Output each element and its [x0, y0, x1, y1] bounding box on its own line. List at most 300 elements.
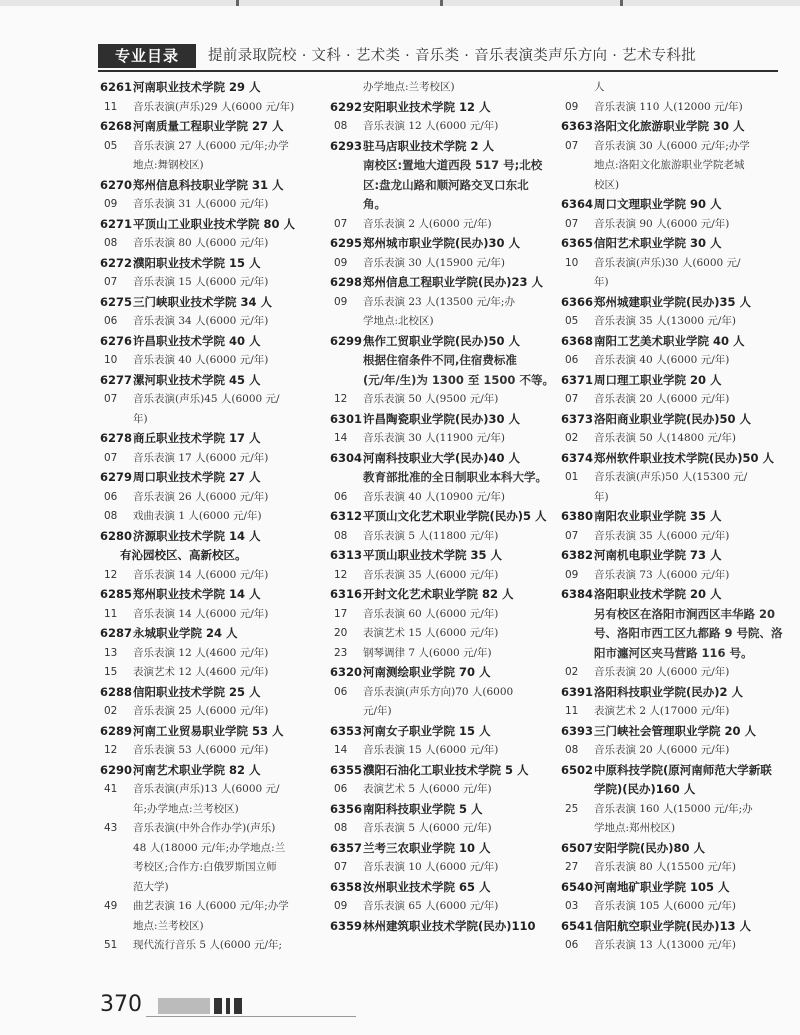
program-text: 音乐表演 40 人(10900 元/年): [363, 490, 506, 503]
program-line: [100, 488, 322, 508]
institution-name: 郑州软件职业技术学院(民办)50 人: [594, 450, 775, 465]
program-text: 音乐表演 26 人(6000 元/年): [133, 490, 269, 503]
institution-name: 河南职业技术学院 29 人: [133, 80, 261, 94]
institution-heading: [561, 371, 783, 391]
program-code: 49: [104, 900, 118, 912]
institution-code: 6313: [330, 548, 363, 562]
institution-code: 6368: [561, 333, 594, 348]
institution-heading: [330, 585, 560, 605]
institution-heading: [100, 585, 322, 605]
program-code: 07: [565, 393, 579, 405]
institution-name: 汝州职业技术学院 65 人: [363, 879, 491, 894]
program-text: 音乐表演 20 人(6000 元/年): [594, 393, 730, 405]
institution-name: 郑州职业技术学院 14 人: [133, 587, 261, 601]
program-text: 音乐表演 14 人(6000 元/年): [133, 607, 269, 620]
institution-heading: [100, 683, 322, 703]
continuation-line: 办学地点:兰考校区): [363, 81, 455, 93]
program-text: 曲艺表演 16 人(6000 元/年;办学: [133, 900, 289, 912]
program-line: [561, 429, 783, 449]
institution-name: 南阳科技职业学院 5 人: [363, 801, 483, 816]
institution-heading: [561, 507, 783, 527]
institution-note-line: 角。: [363, 197, 386, 211]
program-text: 音乐表演 53 人(6000 元/年): [133, 744, 269, 756]
program-line: [561, 390, 783, 410]
institution-code: 6299: [330, 333, 363, 348]
program-line: [100, 351, 322, 371]
institution-note-line: (元/年/生)为 1300 至 1500 不等。: [363, 372, 554, 387]
institution-code: 6304: [330, 450, 363, 465]
institution-name: 开封文化艺术职业学院 82 人: [363, 587, 514, 601]
program-text: 现代流行音乐 5 人(6000 元/年;: [133, 939, 283, 951]
program-code: 27: [565, 861, 579, 873]
program-text: 音乐表演 60 人(6000 元/年): [363, 607, 499, 620]
program-line: [100, 936, 322, 956]
institution-name: 河南质量工程职业学院 27 人: [133, 119, 284, 133]
institution-code: 6287: [100, 626, 133, 640]
institution-heading: [561, 839, 783, 859]
program-code: 51: [104, 939, 118, 951]
institution-name: 洛阳职业技术学院 20 人: [594, 587, 722, 601]
program-code: 07: [334, 861, 348, 873]
institution-heading: [330, 332, 560, 352]
institution-name: 兰考三农职业学院 10 人: [363, 840, 491, 855]
program-code: 13: [104, 646, 118, 659]
footer-bar: [214, 998, 222, 1014]
program-line: [100, 390, 322, 410]
institution-code: 6355: [330, 762, 363, 777]
program-line: [561, 566, 783, 586]
institution-code: 6285: [100, 587, 133, 601]
institution-code: 6280: [100, 528, 133, 543]
program-text: 音乐表演 65 人(6000 元/年): [363, 900, 499, 912]
program-text: 音乐表演 35 人(13000 元/年): [594, 315, 737, 327]
program-code: 43: [104, 822, 118, 834]
program-text: 戏曲表演 1 人(6000 元/年): [133, 510, 262, 522]
program-code: 12: [334, 568, 348, 581]
institution-heading: [561, 761, 783, 800]
program-text: 音乐表演 14 人(6000 元/年): [133, 568, 269, 581]
institution-name: 信阳职业技术学院 25 人: [133, 684, 261, 699]
program-line: [561, 351, 783, 371]
institution-code: 6507: [561, 840, 594, 855]
program-code: 02: [565, 432, 579, 444]
institution-heading: [330, 800, 560, 820]
program-text: 表演艺术 12 人(4600 元/年): [133, 666, 269, 678]
program-line: [330, 683, 560, 703]
column-1: [100, 78, 322, 956]
program-code: 08: [104, 510, 118, 522]
program-line: [100, 566, 322, 586]
institution-heading: [330, 273, 560, 293]
continuation-line: 地点:洛阳文化旅游职业学院老城: [594, 159, 745, 171]
program-line: [100, 663, 322, 683]
institution-heading: [561, 878, 783, 898]
program-code: 06: [334, 783, 348, 795]
program-line: [561, 254, 783, 274]
program-line: [100, 312, 322, 332]
institution-name: 郑州信息工程职业学院(民办)23 人: [363, 275, 544, 289]
continuation-line: 考校区;合作方:白俄罗斯国立师: [133, 861, 277, 873]
institution-name: 洛阳科技职业学院(民办)2 人: [594, 684, 744, 699]
continuation-line: 学地点:郑州校区): [594, 822, 676, 834]
institution-heading: [330, 507, 560, 527]
institution-note-line: 号、洛阳市西工区九都路 9 号院、洛: [594, 626, 783, 640]
program-code: 12: [104, 568, 118, 581]
institution-code: 6276: [100, 333, 133, 348]
institution-note-line: 教育部批准的全日制职业本科大学。: [363, 470, 547, 484]
institution-note-line: 另有校区在洛阳市涧西区丰华路 20: [594, 606, 776, 621]
program-text: 音乐表演 13 人(13000 元/年): [594, 939, 737, 951]
program-code: 10: [565, 256, 579, 269]
institution-heading: [561, 234, 783, 254]
institution-code: 6320: [330, 665, 363, 679]
institution-code: 6278: [100, 431, 133, 445]
institution-heading: [330, 98, 560, 118]
program-text: 音乐表演 5 人(6000 元/年): [363, 822, 492, 834]
program-line: [100, 644, 322, 664]
program-line: [561, 312, 783, 332]
institution-heading: [561, 410, 783, 430]
program-line: [330, 527, 560, 547]
program-code: 07: [565, 529, 579, 542]
continuation-line: 年;办学地点:兰考校区): [133, 802, 239, 815]
institution-heading: [100, 468, 322, 488]
institution-name: 三门峡社会管理职业学院 20 人: [594, 723, 757, 738]
continuation-line: 范大学): [133, 880, 169, 893]
institution-name: 安阳学院(民办)80 人: [594, 840, 706, 855]
top-mark: [236, 0, 239, 6]
institution-name: 河南女子职业学院 15 人: [363, 723, 491, 738]
institution-name: 安阳职业技术学院 12 人: [363, 99, 491, 114]
program-code: 07: [334, 217, 348, 230]
program-text: 音乐表演 105 人(6000 元/年): [594, 900, 737, 912]
institution-heading: [100, 117, 322, 137]
institution-code: 6289: [100, 723, 133, 738]
institution-name: 平顶山工业职业技术学院 80 人: [133, 216, 296, 231]
footer-bar: [226, 998, 230, 1014]
program-line: [561, 702, 783, 722]
institution-note-line: 阳市瀍河区夹马营路 116 号。: [594, 645, 753, 660]
institution-heading: [330, 878, 560, 898]
program-line: [330, 624, 560, 644]
institution-name: 平顶山文化艺术职业学院(民办)5 人: [363, 509, 547, 523]
institution-code: 6365: [561, 236, 594, 250]
institution-name: 信阳艺术职业学院 30 人: [594, 236, 722, 250]
institution-heading: [561, 293, 783, 313]
institution-name: 河南测绘职业学院 70 人: [363, 665, 491, 679]
program-text: 音乐表演 40 人(6000 元/年): [133, 354, 269, 366]
program-code: 20: [334, 627, 348, 639]
program-code: 08: [104, 237, 118, 249]
institution-code: 6356: [330, 801, 363, 816]
continuation-line: 地点:舞钢校区): [133, 159, 204, 171]
top-mark: [440, 0, 443, 6]
program-code: 07: [104, 276, 118, 288]
institution-heading: [561, 683, 783, 703]
institution-name: 洛阳商业职业学院(民办)50 人: [594, 411, 752, 426]
institution-code: 6357: [330, 840, 363, 855]
institution-code: 6293: [330, 138, 363, 153]
program-line: [561, 215, 783, 235]
program-line: [330, 293, 560, 313]
institution-heading: [100, 78, 322, 98]
institution-heading: [330, 917, 560, 937]
program-code: 07: [104, 451, 118, 464]
institution-heading: [330, 663, 560, 683]
continuation-line: 地点:兰考校区): [133, 919, 204, 932]
program-text: 音乐表演 35 人(6000 元/年): [594, 529, 730, 542]
program-text: 音乐表演 15 人(6000 元/年): [363, 744, 499, 756]
program-text: 音乐表演 20 人(6000 元/年): [594, 666, 730, 678]
institution-name: 平顶山职业技术学院 35 人: [363, 548, 503, 562]
institution-heading: [330, 839, 560, 859]
institution-name: 林州建筑职业技术学院(民办)110: [363, 918, 536, 933]
program-code: 07: [565, 217, 579, 230]
institution-heading: [330, 722, 560, 742]
program-text: 音乐表演 12 人(4600 元/年): [133, 646, 269, 659]
institution-code: 6502: [561, 762, 594, 777]
program-line: [561, 98, 783, 118]
institution-heading: [100, 624, 322, 644]
program-code: 06: [565, 939, 579, 951]
institution-heading: [100, 215, 322, 235]
institution-code: 6541: [561, 918, 594, 933]
institution-heading: [330, 449, 560, 469]
header-title: 提前录取院校 · 文科 · 艺术类 · 音乐类 · 音乐表演类声乐方向 · 艺术专科批: [208, 48, 697, 64]
institution-heading: [330, 137, 560, 157]
institution-name: 信阳航空职业学院(民办)13 人: [594, 918, 752, 933]
program-code: 06: [334, 685, 348, 698]
institution-code: 6374: [561, 450, 594, 465]
program-line: [561, 897, 783, 917]
program-code: 09: [334, 295, 348, 308]
program-line: [330, 897, 560, 917]
program-text: 钢琴调律 7 人(6000 元/年): [363, 646, 492, 659]
institution-name: 济源职业技术学院 14 人: [133, 528, 261, 543]
program-line: [100, 449, 322, 469]
institution-name: 焦作工贸职业学院(民办)50 人: [363, 333, 521, 348]
program-text: 音乐表演 23 人(13500 元/年;办: [363, 295, 515, 308]
program-text: 音乐表演 25 人(6000 元/年): [133, 705, 269, 717]
institution-heading: [561, 449, 783, 469]
institution-name: 河南工业贸易职业学院 53 人: [133, 723, 284, 738]
program-code: 05: [565, 315, 579, 327]
institution-name: 中原科技学院(原河南师范大学新联学院)(民办)160 人: [594, 762, 772, 796]
program-text: 音乐表演 34 人(6000 元/年): [133, 315, 269, 327]
institution-name: 郑州城市职业学院(民办)30 人: [363, 236, 521, 250]
program-text: 音乐表演(中外合作办学)(声乐): [133, 822, 276, 834]
institution-note-line: 南校区:置地大道西段 517 号;北校: [363, 158, 543, 172]
program-line: [330, 566, 560, 586]
program-code: 11: [104, 607, 118, 620]
program-line: [100, 98, 322, 118]
program-code: 06: [104, 490, 118, 503]
institution-code: 6380: [561, 509, 594, 523]
institution-heading: [330, 234, 560, 254]
program-line: [330, 644, 560, 664]
program-text: 音乐表演 17 人(6000 元/年): [133, 451, 269, 464]
institution-note-line: 区:盘龙山路和顺河路交叉口东北: [363, 177, 529, 192]
institution-heading: [100, 176, 322, 196]
program-text: 音乐表演 110 人(12000 元/年): [594, 100, 743, 113]
continuation-line: 学地点:北校区): [363, 315, 434, 327]
institution-name: 周口理工职业学院 20 人: [594, 372, 722, 387]
program-line: [100, 897, 322, 917]
institution-heading: [561, 117, 783, 137]
program-code: 11: [104, 100, 118, 113]
program-code: 41: [104, 783, 118, 795]
institution-heading: [561, 722, 783, 742]
program-text: 表演艺术 5 人(6000 元/年): [363, 783, 492, 795]
footer-bar: [158, 998, 210, 1014]
continuation-line: 48 人(18000 元/年;办学地点:兰: [133, 841, 286, 854]
institution-code: 6268: [100, 119, 133, 133]
program-line: [330, 741, 560, 761]
continuation-line: 年): [594, 276, 609, 288]
program-line: [330, 215, 560, 235]
program-text: 音乐表演 27 人(6000 元/年;办学: [133, 139, 289, 152]
institution-code: 6272: [100, 255, 133, 270]
program-code: 01: [565, 471, 579, 483]
program-line: [330, 254, 560, 274]
program-code: 06: [565, 354, 579, 366]
program-line: [330, 819, 560, 839]
institution-name: 濮阳职业技术学院 15 人: [133, 255, 261, 270]
institution-heading: [100, 371, 322, 391]
institution-code: 6261: [100, 80, 133, 94]
program-code: 09: [334, 256, 348, 269]
program-text: 音乐表演(声乐)13 人(6000 元/: [133, 783, 280, 795]
institution-code: 6277: [100, 372, 133, 387]
institution-name: 漯河职业技术学院 45 人: [133, 372, 261, 387]
continuation-line: 元/年): [363, 705, 392, 717]
program-code: 11: [565, 705, 579, 717]
institution-code: 6371: [561, 372, 594, 387]
program-code: 09: [565, 100, 579, 113]
institution-code: 6364: [561, 197, 594, 211]
institution-heading: [100, 332, 322, 352]
institution-code: 6384: [561, 587, 594, 601]
program-line: [100, 195, 322, 215]
program-text: 音乐表演 35 人(6000 元/年): [363, 568, 499, 581]
program-text: 音乐表演(声乐)45 人(6000 元/: [133, 393, 280, 405]
institution-name: 三门峡职业技术学院 34 人: [133, 294, 273, 309]
institution-name: 河南地矿职业学院 105 人: [594, 879, 730, 894]
program-text: 音乐表演 80 人(6000 元/年): [133, 237, 269, 249]
program-code: 14: [334, 744, 348, 756]
program-line: [100, 780, 322, 800]
program-text: 音乐表演 30 人(6000 元/年;办学: [594, 139, 750, 152]
program-text: 音乐表演 30 人(15900 元/年): [363, 256, 506, 269]
program-line: [561, 663, 783, 683]
program-code: 08: [565, 744, 579, 756]
program-code: 08: [334, 822, 348, 834]
institution-name: 许昌职业技术学院 40 人: [133, 333, 261, 348]
institution-name: 郑州城建职业学院(民办)35 人: [594, 294, 752, 309]
institution-code: 6353: [330, 723, 363, 738]
institution-name: 郑州信息科技职业学院 31 人: [133, 177, 284, 192]
program-line: [330, 390, 560, 410]
program-text: 音乐表演(声乐)30 人(6000 元/: [594, 256, 741, 269]
institution-name: 河南艺术职业学院 82 人: [133, 762, 261, 777]
program-text: 音乐表演 80 人(15500 元/年): [594, 861, 737, 873]
program-line: [100, 741, 322, 761]
institution-code: 6295: [330, 236, 363, 250]
program-line: [561, 741, 783, 761]
program-code: 12: [104, 744, 118, 756]
program-code: 23: [334, 646, 348, 659]
institution-heading: [561, 332, 783, 352]
program-text: 音乐表演 10 人(6000 元/年): [363, 861, 499, 873]
program-text: 音乐表演 160 人(15000 元/年;办: [594, 802, 753, 815]
institution-code: 6358: [330, 879, 363, 894]
institution-code: 6359: [330, 918, 363, 933]
program-text: 音乐表演 2 人(6000 元/年): [363, 217, 492, 230]
program-line: [330, 429, 560, 449]
column-3: [561, 78, 783, 956]
program-text: 音乐表演 50 人(14800 元/年): [594, 432, 737, 444]
institution-name: 洛阳文化旅游职业学院 30 人: [594, 119, 745, 133]
program-line: [330, 605, 560, 625]
institution-name: 河南机电职业学院 73 人: [594, 548, 722, 562]
top-mark: [620, 0, 623, 6]
program-code: 15: [104, 666, 118, 678]
program-code: 03: [565, 900, 579, 912]
institution-name: 许昌陶瓷职业学院(民办)30 人: [363, 411, 521, 426]
program-code: 10: [104, 354, 118, 366]
program-code: 08: [334, 120, 348, 132]
institution-code: 6271: [100, 216, 133, 231]
institution-name: 河南科技职业大学(民办)40 人: [363, 450, 521, 465]
institution-code: 6312: [330, 509, 363, 523]
institution-name: 周口文理职业学院 90 人: [594, 197, 722, 211]
header-rule: [98, 70, 778, 72]
program-code: 14: [334, 432, 348, 444]
institution-name: 商丘职业技术学院 17 人: [133, 431, 261, 445]
program-line: [561, 468, 783, 488]
program-line: [100, 507, 322, 527]
program-text: 表演艺术 2 人(17000 元/年): [594, 705, 730, 717]
program-line: [561, 527, 783, 547]
continuation-line: 年): [594, 490, 609, 503]
institution-code: 6366: [561, 294, 594, 309]
page-top-strip: [0, 0, 800, 6]
program-text: 音乐表演(声乐)50 人(15300 元/: [594, 471, 748, 483]
program-text: 表演艺术 15 人(6000 元/年): [363, 627, 499, 639]
program-text: 音乐表演 73 人(6000 元/年): [594, 568, 730, 581]
program-text: 音乐表演 20 人(6000 元/年): [594, 744, 730, 756]
program-line: [330, 488, 560, 508]
program-code: 25: [565, 802, 579, 815]
institution-heading: [100, 722, 322, 742]
program-code: 02: [104, 705, 118, 717]
program-line: [100, 234, 322, 254]
institution-code: 6290: [100, 762, 133, 777]
institution-code: 6316: [330, 587, 363, 601]
institution-heading: [330, 410, 560, 430]
program-code: 02: [565, 666, 579, 678]
program-text: 音乐表演 50 人(9500 元/年): [363, 393, 499, 405]
program-text: 音乐表演(声乐方向)70 人(6000: [363, 685, 514, 698]
institution-name: 驻马店职业技术学院 2 人: [363, 138, 495, 153]
program-line: [330, 780, 560, 800]
institution-code: 6363: [561, 119, 594, 133]
page-number: 370: [100, 992, 142, 1017]
footer-bar: [234, 998, 242, 1014]
program-line: [100, 605, 322, 625]
institution-name: 南阳工艺美术职业学院 40 人: [594, 333, 745, 348]
institution-heading: [330, 761, 560, 781]
